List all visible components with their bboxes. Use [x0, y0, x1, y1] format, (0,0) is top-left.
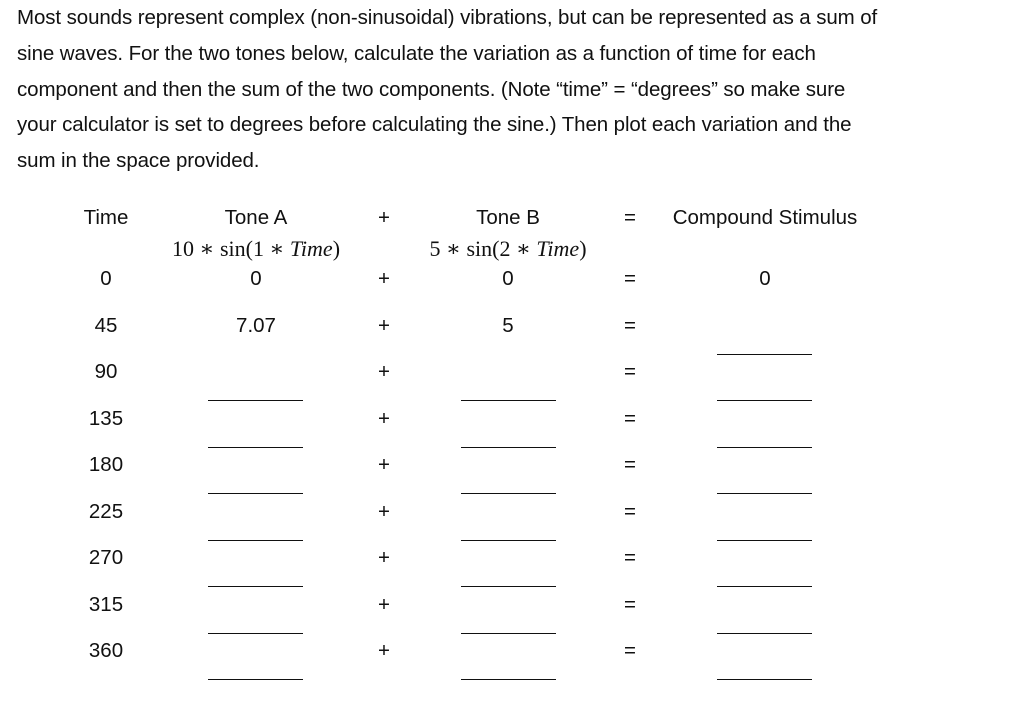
tone-a-value: 7.07 — [236, 313, 276, 337]
tone-b-answer-blank[interactable] — [461, 633, 556, 634]
tone-b-answer-blank[interactable] — [461, 586, 556, 587]
time-cell: 135 — [88, 406, 124, 430]
plus-sign: + — [378, 360, 390, 383]
equals-sign: = — [624, 360, 636, 383]
plus-sign: + — [378, 267, 390, 290]
plus-sign: + — [378, 592, 390, 616]
compound-answer-blank[interactable] — [717, 447, 812, 448]
tone-a-answer-blank[interactable] — [208, 493, 303, 494]
tone-a-answer-blank[interactable] — [208, 540, 303, 541]
tone-a-answer-blank[interactable] — [208, 447, 303, 448]
plus-sign: + — [378, 499, 390, 523]
equals-sign: = — [624, 313, 636, 337]
compound-answer-blank[interactable] — [717, 633, 812, 634]
instructions-line: sine waves. For the two tones below, calculate the variation as a function of time for each — [17, 41, 816, 65]
plus-sign: + — [378, 639, 390, 662]
equals-sign: = — [624, 406, 636, 430]
tone-a-answer-blank[interactable] — [208, 679, 303, 680]
tone-b-answer-blank[interactable] — [461, 493, 556, 494]
compound-answer-blank[interactable] — [717, 493, 812, 494]
compound-value: 0 — [759, 267, 771, 290]
time-cell: 90 — [94, 360, 118, 383]
instructions-line: your calculator is set to degrees before calculating the sine.) Then plot each variation and the — [17, 113, 852, 137]
tone-a-answer-blank[interactable] — [208, 400, 303, 401]
time-cell: 45 — [94, 313, 118, 337]
formula-tone-b: 5 ∗ sin(2 ∗ Time) — [429, 236, 587, 261]
plus-sign: + — [378, 453, 390, 476]
header-equals: = — [624, 206, 636, 229]
equals-sign: = — [624, 639, 636, 662]
tone-b-answer-blank[interactable] — [461, 540, 556, 541]
time-cell: 315 — [88, 592, 124, 616]
equals-sign: = — [624, 267, 636, 290]
tone-a-value: 0 — [250, 267, 262, 290]
header-tone-b: Tone B — [476, 206, 540, 229]
tone-a-answer-blank[interactable] — [208, 586, 303, 587]
plus-sign: + — [378, 406, 390, 430]
tone-b-value: 0 — [502, 267, 514, 290]
time-cell: 0 — [100, 267, 112, 290]
time-cell: 270 — [88, 546, 124, 569]
time-cell: 360 — [88, 639, 124, 662]
equals-sign: = — [624, 453, 636, 476]
tone-b-answer-blank[interactable] — [461, 679, 556, 680]
instructions-line: Most sounds represent complex (non-sinusoidal) vibrations, but can be represented as a sum of — [17, 6, 878, 29]
instructions-line: sum in the space provided. — [17, 149, 260, 173]
time-cell: 225 — [88, 499, 124, 523]
formula-tone-a: 10 ∗ sin(1 ∗ Time) — [171, 236, 341, 261]
tone-a-answer-blank[interactable] — [208, 633, 303, 634]
instructions-paragraph — [17, 0, 1017, 179]
plus-sign: + — [378, 546, 390, 569]
header-time: Time — [83, 206, 129, 229]
plus-sign: + — [378, 313, 390, 337]
header-plus: + — [378, 206, 390, 229]
header-tone-a: Tone A — [224, 206, 288, 229]
time-cell: 180 — [88, 453, 124, 476]
instructions-line: component and then the sum of the two components. (Note “time” = “degrees” so make sure — [17, 77, 846, 101]
equals-sign: = — [624, 499, 636, 523]
equals-sign: = — [624, 546, 636, 569]
tone-b-answer-blank[interactable] — [461, 447, 556, 448]
tone-b-answer-blank[interactable] — [461, 400, 556, 401]
tone-b-value: 5 — [502, 313, 514, 337]
equals-sign: = — [624, 592, 636, 616]
compound-answer-blank[interactable] — [717, 540, 812, 541]
header-compound-stimulus: Compound Stimulus — [672, 206, 858, 229]
compound-answer-blank[interactable] — [717, 354, 812, 355]
compound-answer-blank[interactable] — [717, 586, 812, 587]
compound-answer-blank[interactable] — [717, 679, 812, 680]
compound-answer-blank[interactable] — [717, 400, 812, 401]
